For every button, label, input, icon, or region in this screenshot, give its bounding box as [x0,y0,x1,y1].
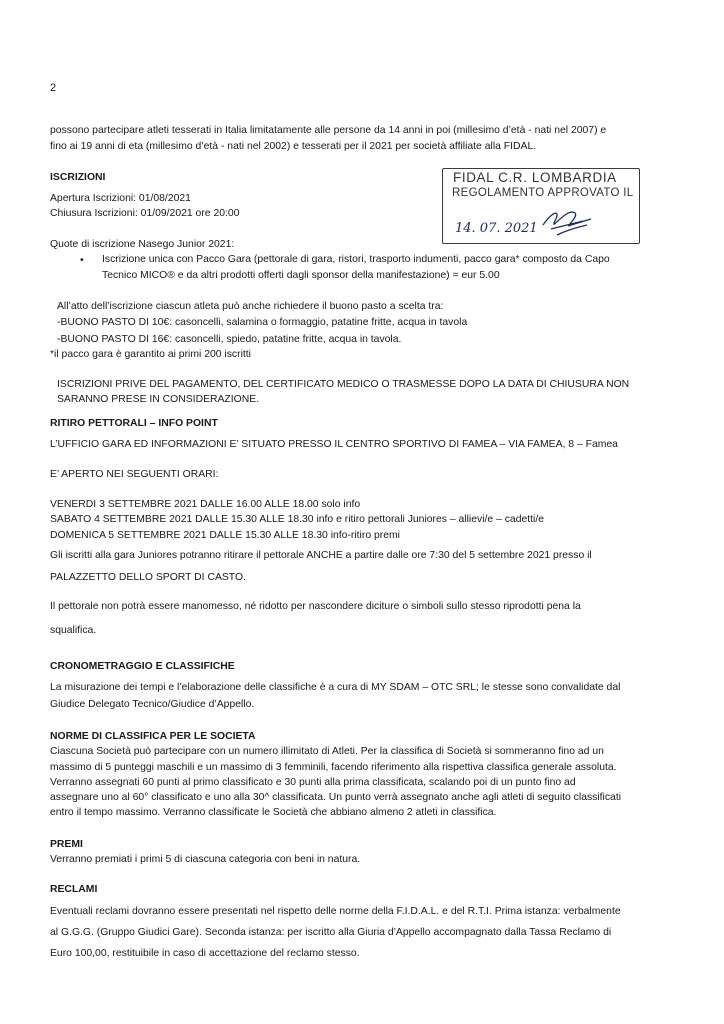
stamp-date: 14. 07. 2021 [455,221,538,236]
reclami-line-2: al G.G.G. (Gruppo Giudici Gare). Seconda istanza: per iscritto alla Giuria d’Appello accompagnato dalla Tassa Reclamo di [50,927,612,938]
stamp-title: FIDAL C.R. LOMBARDIA [453,170,617,185]
norme-line-4: assegnare uno al 60° classificato e uno alla 30^ classificata. Un punto verrà assegnato anche agli atleti di seguito classificati [50,792,622,803]
iscrizioni-apertura: Apertura Iscrizioni: 01/08/2021 [50,193,191,204]
bullet-dot: • [80,255,84,266]
norme-line-1: Ciascuna Società può partecipare con un numero illimitato di Atleti. Per la classifica di Società si sommeranno fino ad un [50,746,604,757]
reclami-heading: RECLAMI [50,884,98,895]
buono-10: -BUONO PASTO DI 10€: casoncelli, salamina o formaggio, patatine fritte, acqua in tavola [57,317,468,328]
buono-intro: All’atto dell’iscrizione ciascun atleta può anche richiedere il buono pasto a scelta tra: [57,301,444,312]
stamp-approved-text: REGOLAMENTO APPROVATO IL [452,187,634,199]
approval-stamp [442,168,640,244]
iscrizioni-heading: ISCRIZIONI [50,172,106,183]
norme-line-5: entro il tempo massimo. Verranno classificate le Società che abbiano almeno 2 atleti in classifica. [50,807,497,818]
warning-line-2: SARANNO PRESE IN CONSIDERAZIONE. [57,394,260,405]
intro-line-1: possono partecipare atleti tesserati in Italia limitatamente alle persone da 14 anni in poi (millesimo d’età - nati nel 2007) e [50,125,607,136]
bullet-line-2: Tecnico MICO® e da altri prodotti offerti dagli sponsor della manifestazione) = eur 5.00 [102,270,500,281]
reclami-line-3: Euro 100,00, restituibile in caso di accettazione del reclamo stesso. [50,948,360,959]
ritiro-ufficio: L’UFFICIO GARA ED INFORMAZIONI E’ SITUATO PRESSO IL CENTRO SPORTIVO DI FAMEA – VIA FAMEA, 8 – Famea [50,439,618,450]
juniores-line-1: Gli iscritti alla gara Juniores potranno ritirare il pettorale ANCHE a partire dalle ore 7:30 del 5 settembre 2021 presso il [50,550,592,561]
ritiro-heading: RITIRO PETTORALI – INFO POINT [50,418,218,429]
pacco-note: *il pacco gara è garantito ai primi 200 iscritti [50,349,251,360]
norme-line-3: Verranno assegnati 60 punti al primo classificato e 30 punti alla prima classificata, scalando poi di un punto fino ad [50,777,576,788]
premi-line-1: Verranno premiati i primi 5 di ciascuna categoria con beni in natura. [50,854,361,865]
juniores-line-2: PALAZZETTO DELLO SPORT DI CASTO. [50,572,246,583]
buono-16: -BUONO PASTO DI 16€: casoncelli, spiedo, patatine fritte, acqua in tavola. [57,334,402,345]
page-number: 2 [50,82,57,94]
norme-line-2: massimo di 5 punteggi maschili e un massimo di 3 femminili, facendo riferimento alla rispettiva classifica generale assoluta. [50,762,617,773]
quote-intro: Quote di iscrizione Nasego Junior 2021: [50,239,235,250]
reclami-line-1: Eventuali reclami dovranno essere presentati nel rispetto delle norme della F.I.D.A.L. e del R.T.I. Prima istanza: verbalmente [50,906,621,917]
bullet-line-1: Iscrizione unica con Pacco Gara (pettorale di gara, ristori, trasporto indumenti, pacco gara* composto da Capo [102,254,610,265]
orario-domenica: DOMENICA 5 SETTEMBRE 2021 DALLE 15.30 ALLE 18.30 info-ritiro premi [50,530,400,541]
premi-heading: PREMI [50,839,83,850]
iscrizioni-chiusura: Chiusura Iscrizioni: 01/09/2021 ore 20:00 [50,208,240,219]
intro-line-2: fino ai 19 anni di eta (millesimo d’età - nati nel 2002) e tesserati per il 2021 per società affiliate alla FIDAL. [50,141,537,152]
warning-line-1: ISCRIZIONI PRIVE DEL PAGAMENTO, DEL CERTIFICATO MEDICO O TRASMESSE DOPO LA DATA DI CHIUSURA NON [57,379,630,390]
cronometraggio-heading: CRONOMETRAGGIO E CLASSIFICHE [50,661,235,672]
norme-heading: NORME DI CLASSIFICA PER LE SOCIETA [50,731,256,742]
orario-sabato: SABATO 4 SETTEMBRE 2021 DALLE 15.30 ALLE 18.30 info e ritiro pettorali Juniores – allievi/e – cadetti/e [50,514,545,525]
cronometraggio-line-1: La misurazione dei tempi e l’elaborazione delle classifiche è a cura di MY SDAM – OTC SRL; le stesse sono convalidate dal [50,682,621,693]
signature-scribble [443,199,639,243]
cronometraggio-line-2: Giudice Delegato Tecnico/Giudice d’Appello. [50,699,255,710]
orario-venerdi: VENERDI 3 SETTEMBRE 2021 DALLE 16.00 ALLE 18.00 solo info [50,499,361,510]
ritiro-orari-intro: E’ APERTO NEI SEGUENTI ORARI: [50,469,219,480]
pettorale-line-2: squalifica. [50,625,97,636]
pettorale-line-1: Il pettorale non potrà essere manomesso, né ridotto per nascondere diciture o simboli sullo stesso riprodotti pena la [50,601,581,612]
